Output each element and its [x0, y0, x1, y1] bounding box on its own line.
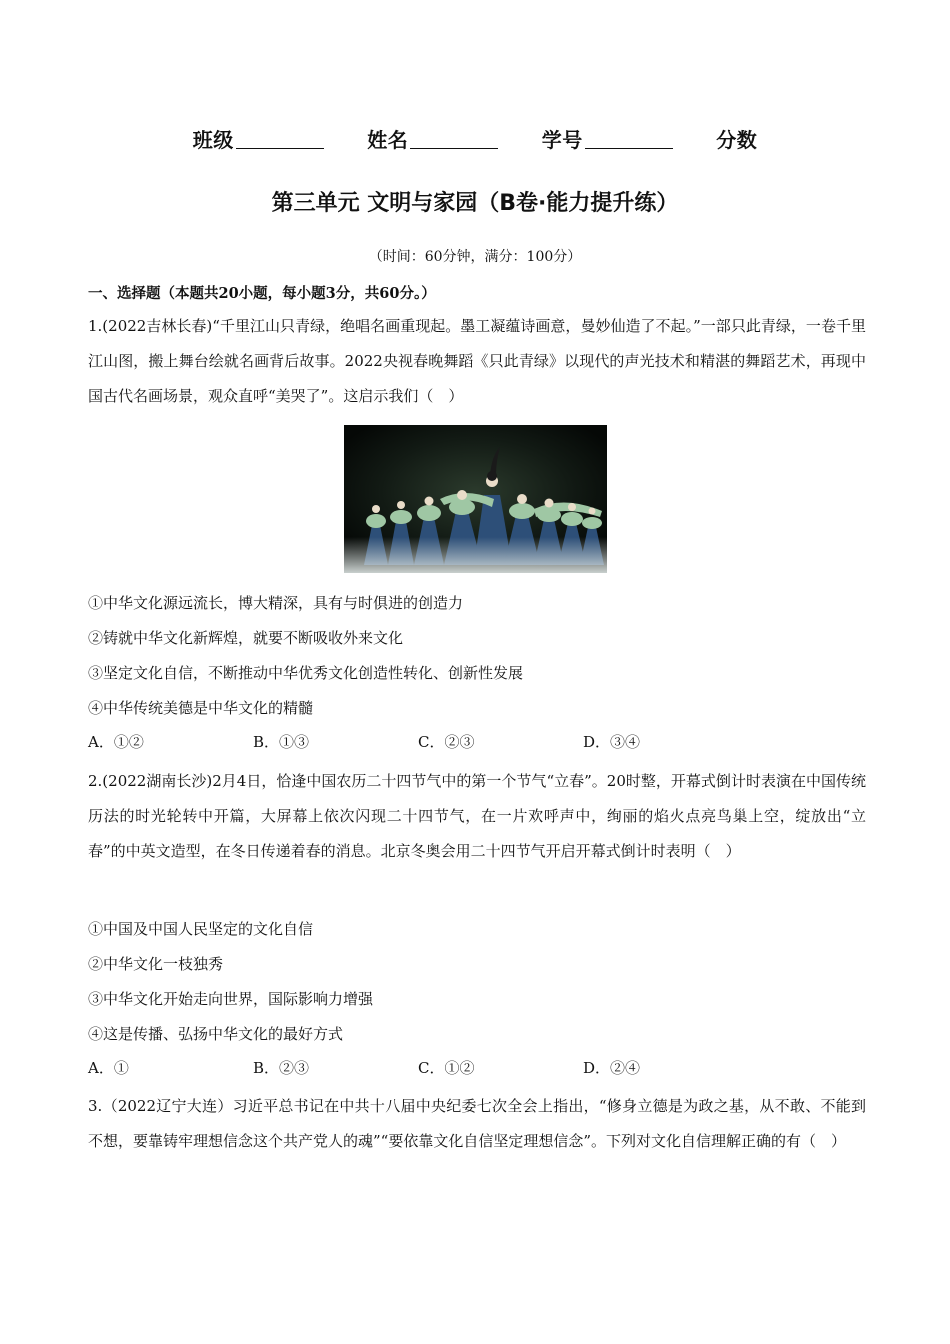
q1-option-c[interactable]: C．②③ [418, 733, 475, 751]
q2-statement-1: ①中国及中国人民坚定的文化自信 [88, 920, 314, 938]
exam-header [0, 124, 950, 153]
class-field [193, 124, 324, 153]
question-1-stem: 1.(2022吉林长春)“千里江山只青绿，绝唱名画重现起。墨工凝蕴诗画意，曼妙仙造了不起。”一部只此青绿，一卷千里江山图，搬上舞台绘就名画背后故事。2022央视春晚舞蹈《只此青绿》以现代的声光技术和精湛的舞蹈艺术，再现中国古代名画场景，观众直呼“美哭了”。这启示我们（ ） [88, 317, 866, 405]
question-2-stem: 2.(2022湖南长沙)2月4日，恰逢中国农历二十四节气中的第一个节气“立春”。20时整，开幕式倒计时表演在中国传统历法的时光轮转中开篇，大屏幕上依次闪现二十四节气，在一片欢呼声中，绚丽的焰火点亮鸟巢上空，绽放出“立春”的中英文造型，在冬日传递着春的消息。北京冬奥会用二十四节气开启开幕式倒计时表明（ ） [88, 772, 866, 860]
class-label: 班级 [192, 128, 234, 152]
q2-option-b[interactable]: B．②③ [253, 1059, 310, 1077]
q2-statement-4: ④这是传播、弘扬中华文化的最好方式 [88, 1025, 344, 1043]
q1-statement-4: ④中华传统美德是中华文化的精髓 [88, 699, 314, 717]
page-title: 第三单元 文明与家园（B卷·能力提升练） [271, 191, 679, 216]
q2-statement-2: ②中华文化一枝独秀 [88, 955, 224, 973]
dance-performance-photo [344, 425, 607, 573]
id-label: 学号 [541, 128, 583, 152]
q1-statement-1: ①中华文化源远流长，博大精深，具有与时俱进的创造力 [88, 594, 464, 612]
section-heading: 一、选择题（本题共20小题，每小题3分，共60分。） [88, 285, 436, 302]
score-label: 分数 [716, 128, 758, 152]
q2-statement-3: ③中华文化开始走向世界，国际影响力增强 [88, 990, 374, 1008]
q2-option-a[interactable]: A．① [88, 1059, 129, 1077]
q1-option-b[interactable]: B．①③ [253, 733, 310, 751]
exam-time-info: （时间：60分钟，满分：100分） [368, 249, 582, 265]
class-blank[interactable] [236, 130, 324, 149]
name-label: 姓名 [367, 128, 409, 152]
q1-option-d[interactable]: D．③④ [583, 733, 641, 751]
id-field [542, 124, 673, 153]
q1-option-a[interactable]: A．①② [88, 733, 144, 751]
q1-statement-3: ③坚定文化自信，不断推动中华优秀文化创造性转化、创新性发展 [88, 664, 524, 682]
q1-statement-2: ②铸就中华文化新辉煌，就要不断吸收外来文化 [88, 629, 404, 647]
q2-option-d[interactable]: D．②④ [583, 1059, 641, 1077]
q2-option-c[interactable]: C．①② [418, 1059, 475, 1077]
score-field [716, 124, 757, 153]
name-field [367, 124, 498, 153]
question-3-stem: 3.（2022辽宁大连）习近平总书记在中共十八届中央纪委七次全会上指出，“修身立德是为政之基，从不敢、不能到不想，要靠铸牢理想信念这个共产党人的魂”“要依靠文化自信坚定理想信念”。下列对文化自信理解正确的有（ ） [88, 1097, 866, 1150]
id-blank[interactable] [585, 130, 673, 149]
name-blank[interactable] [410, 130, 498, 149]
